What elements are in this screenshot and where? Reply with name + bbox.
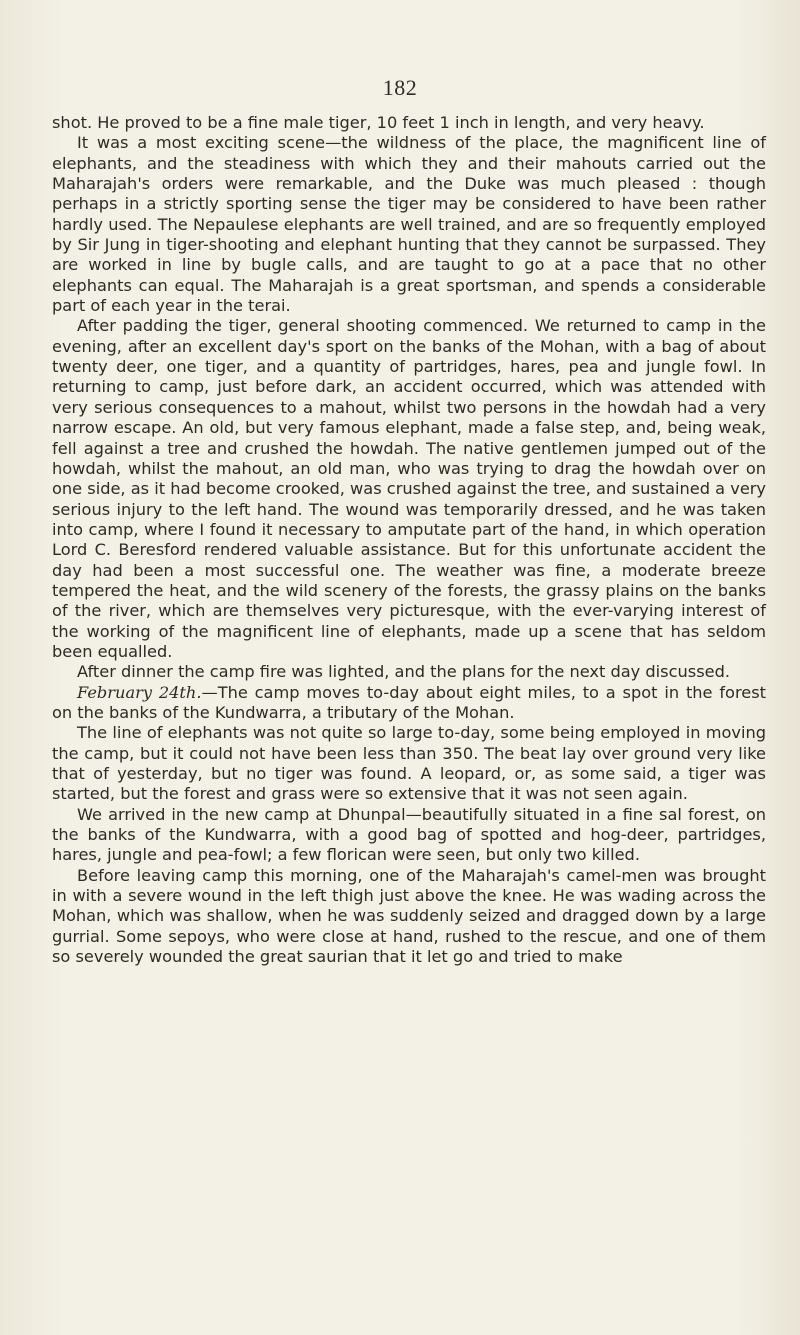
body-text: [52, 113, 766, 967]
paragraph: It was a most exciting scene—the wildness of the place, the magnificent line of elephants, and the steadiness with which they and their mahouts carried out the Maharajah's orders were remarkable, and the Duke was much pleased : though perhaps in a strictly sporting sense the tiger may be considered to have been rather hardly used. The Nepaulese elephants are well trained, and are so frequently employed by Sir Jung in tiger-shooting and elephant hunting that they cannot be surpassed. They are worked in line by bugle calls, and are taught to go at a pace that no other elephants can equal. The Maharajah is a great sportsman, and spends a considerable part of each year in the terai.: [52, 133, 766, 316]
paragraph: The line of elephants was not quite so large to-day, some being employed in moving the camp, but it could not have been less than 350. The beat lay over ground very like that of yesterday, but no tiger was found. A leopard, or, as some said, a tiger was started, but the forest and grass were so extensive that it was not seen again.: [52, 723, 766, 804]
page-number: 182: [382, 75, 418, 100]
paragraph: After dinner the camp fire was lighted, and the plans for the next day discussed.: [77, 662, 731, 682]
dated-paragraph: [52, 683, 766, 724]
entry-text: —The camp moves to-day about eight miles, to a spot in the forest on the banks of the Kundwarra, a tributary of the Mohan.: [52, 682, 766, 722]
paragraph: Before leaving camp this morning, one of the Maharajah's camel-men was brought in with a severe wound in the left thigh just above the knee. He was wading across the Mohan, which was shallow, when he was suddenly seized and dragged down by a large gurrial. Some sepoys, who were close at hand, rushed to the rescue, and one of them so severely wounded the great saurian that it let go and tried to make: [52, 865, 766, 967]
entry-date: February 24th.: [77, 682, 202, 702]
paragraph: We arrived in the new camp at Dhunpal—beautifully situated in a fine sal forest, on the banks of the Kundwarra, with a good bag of spotted and hog-deer, partridges, hares, jungle and pea-fowl; a few florican were seen, but only two killed.: [52, 804, 766, 865]
paragraph: After padding the tiger, general shooting commenced. We returned to camp in the evening, after an excellent day's sport on the banks of the Mohan, with a bag of about twenty deer, one tiger, and a quantity of partridges, hares, pea and jungle fowl. In returning to camp, just before dark, an accident occurred, which was attended with very serious consequences to a mahout, whilst two persons in the howdah had a very narrow escape. An old, but very famous elephant, made a false step, and, being weak, fell against a tree and crushed the howdah. The native gentlemen jumped out of the howdah, whilst the mahout, an old man, who was trying to drag the howdah over on one side, as it had become crooked, was crushed against the tree, and sustained a very serious injury to the left hand. The wound was temporarily dressed, and he was taken into camp, where I found it necessary to amputate part of the hand, in which operation Lord C. Beresford rendered valuable assistance. But for this unfortunate accident the day had been a most successful one. The weather was fine, a moderate breeze tempered the heat, and the wild scenery of the forests, the grassy plains on the banks of the river, which are themselves very picturesque, with the ever-varying interest of the working of the magnificent line of elephants, made up a scene that has seldom been equalled.: [52, 316, 767, 661]
paragraph: shot. He proved to be a fine male tiger, 10 feet 1 inch in length, and very heavy.: [52, 113, 705, 132]
